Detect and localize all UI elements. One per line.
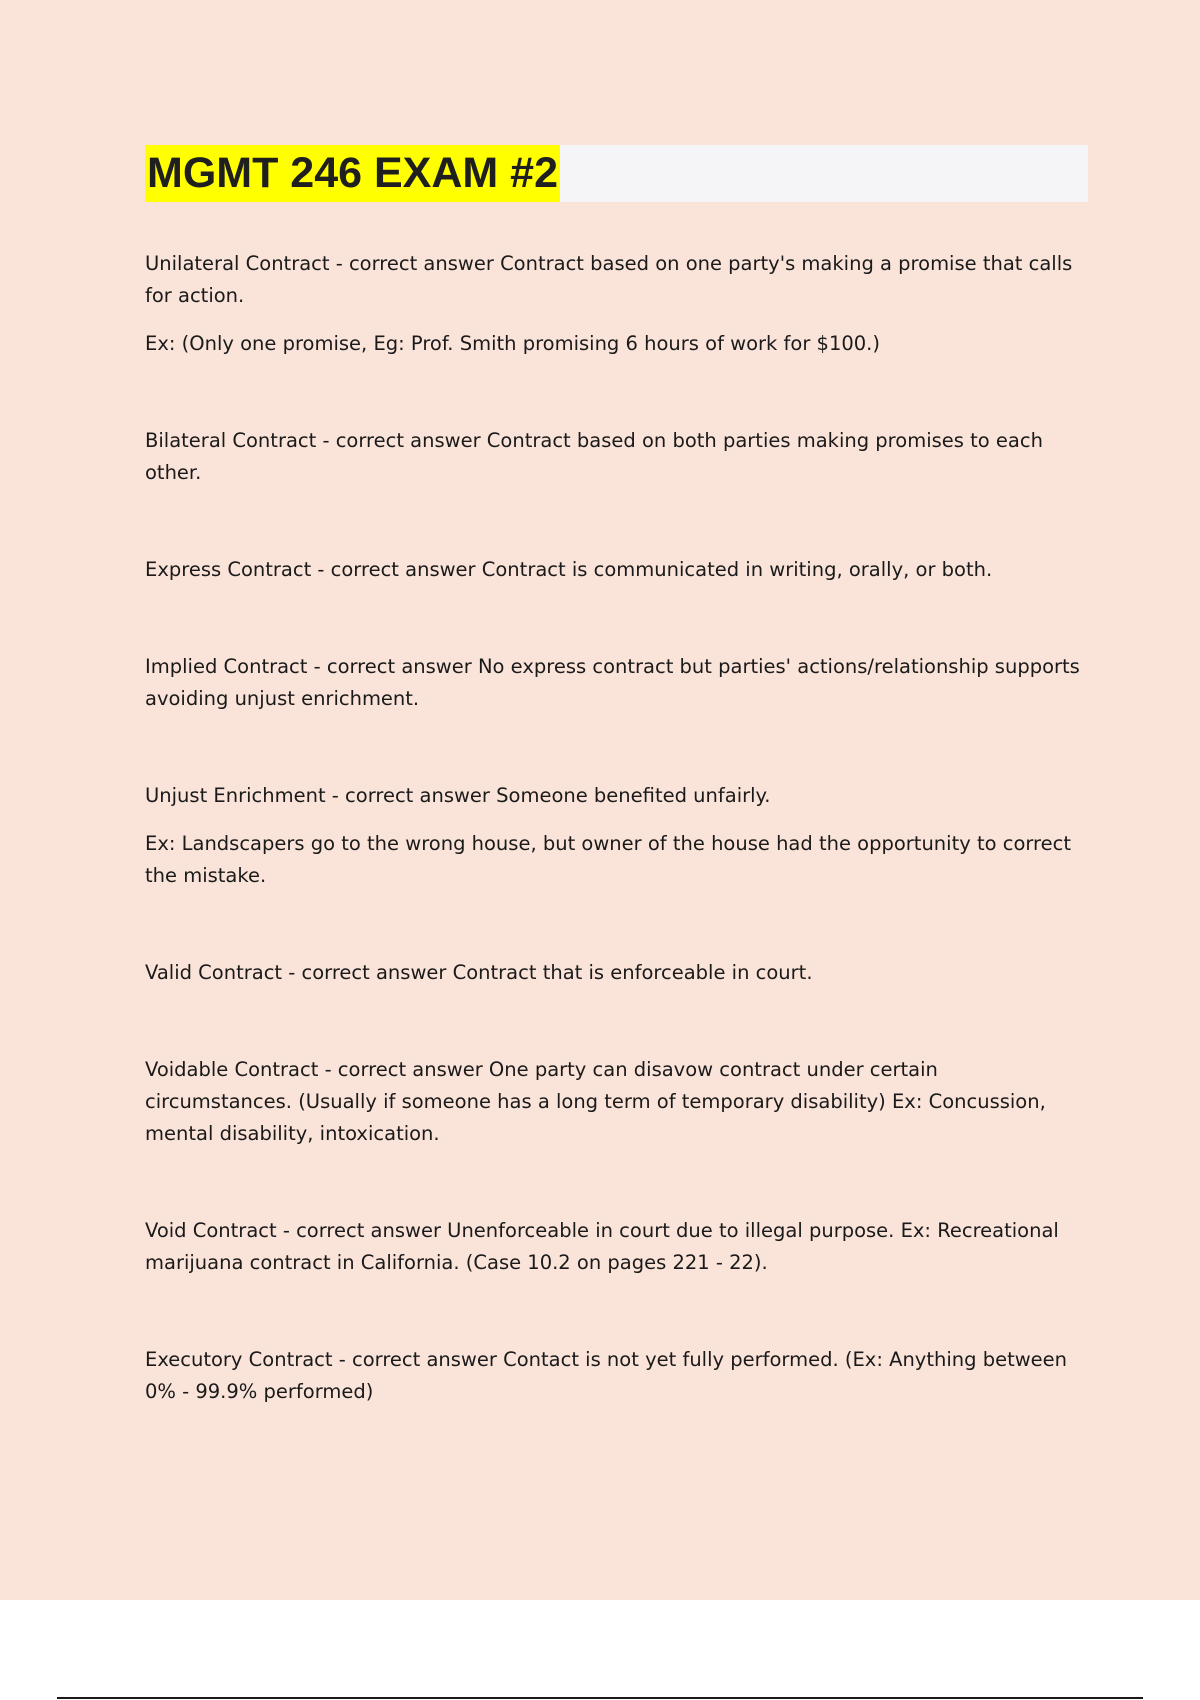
entry-valid-contract xyxy=(145,957,1090,989)
entry-express-contract xyxy=(145,554,1090,586)
entry-definition: Express Contract - correct answer Contract is communicated in writing, orally, or both. xyxy=(145,558,993,581)
entry-definition: Executory Contract - correct answer Contact is not yet fully performed. (Ex: Anything between 0% - 99.9% performed) xyxy=(145,1348,1068,1403)
entry-definition: Bilateral Contract - correct answer Contract based on both parties making promises to each other. xyxy=(145,429,1043,484)
title-bar xyxy=(145,145,1088,202)
entry-definition: Void Contract - correct answer Unenforceable in court due to illegal purpose. Ex: Recreational marijuana contract in California. (Case 10.2 on pages 221 - 22). xyxy=(145,1219,1059,1274)
entry-example: Ex: Landscapers go to the wrong house, but owner of the house had the opportunity to correct the mistake. xyxy=(145,832,1072,887)
entry-example: Ex: (Only one promise, Eg: Prof. Smith promising 6 hours of work for $100.) xyxy=(145,332,880,355)
entry-definition: Voidable Contract - correct answer One party can disavow contract under certain circumstances. (Usually if someone has a long term of temporary disability) Ex: Concussion, mental disability, intoxication. xyxy=(145,1058,1046,1145)
entry-implied-contract xyxy=(145,651,1090,715)
entry-voidable-contract xyxy=(145,1054,1090,1150)
entry-definition: Implied Contract - correct answer No express contract but parties' actions/relationship supports avoiding unjust enrichment. xyxy=(145,655,1080,710)
entry-unjust-enrichment xyxy=(145,780,1090,892)
flashcard-list xyxy=(145,248,1090,1408)
footer-divider xyxy=(57,1697,1143,1699)
entry-bilateral-contract xyxy=(145,425,1090,489)
entry-unilateral-contract xyxy=(145,248,1090,360)
entry-definition: Unjust Enrichment - correct answer Someone benefited unfairly. xyxy=(145,784,771,807)
entry-definition: Valid Contract - correct answer Contract that is enforceable in court. xyxy=(145,961,813,984)
page-title: MGMT 246 EXAM #2 xyxy=(145,145,560,202)
entry-executory-contract xyxy=(145,1344,1090,1408)
entry-void-contract xyxy=(145,1215,1090,1279)
entry-definition: Unilateral Contract - correct answer Contract based on one party's making a promise that calls for action. xyxy=(145,252,1073,307)
